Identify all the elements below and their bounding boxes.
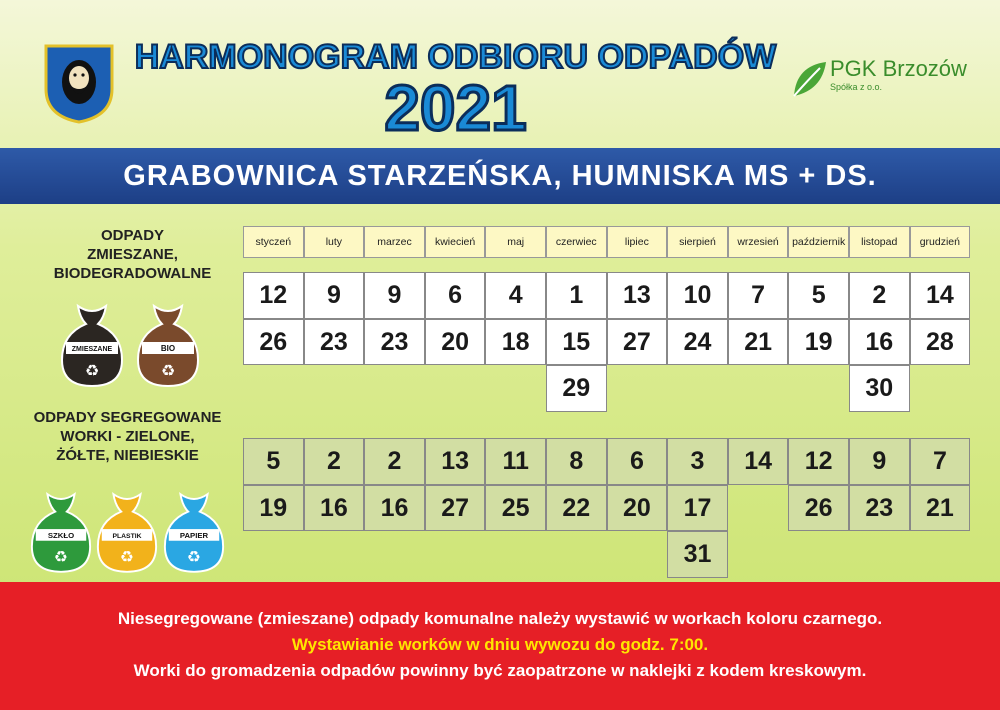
svg-text:PAPIER: PAPIER [179, 530, 209, 540]
mixed-label-line: ZMIESZANE, [87, 246, 178, 263]
month-label: kwiecień [425, 226, 486, 258]
mixed-date-cell: 21 [728, 319, 789, 366]
waste-bag-icon [28, 486, 94, 578]
segregated-date-cell: 19 [243, 485, 304, 532]
svg-text:SZKŁO: SZKŁO [47, 530, 75, 540]
mixed-date-cell: 15 [546, 319, 607, 366]
waste-bag-icon [94, 486, 160, 578]
segregated-date-cell: 23 [849, 485, 910, 532]
month-label: wrzesień [728, 226, 789, 258]
mixed-date-cell: 26 [243, 319, 304, 366]
footer-notice [0, 582, 1000, 710]
mixed-date-cell: 5 [788, 272, 849, 319]
segregated-date-cell: 7 [910, 438, 971, 485]
segregated-date-cell: 21 [910, 485, 971, 532]
mixed-label-line: BIODEGRADOWALNE [53, 265, 212, 282]
month-label: marzec [364, 226, 425, 258]
month-label: sierpień [667, 226, 728, 258]
segregated-date-cell: 2 [304, 438, 365, 485]
svg-text:♻: ♻ [84, 361, 100, 380]
segregated-date-cell: 22 [546, 485, 607, 532]
month-label: lipiec [607, 226, 668, 258]
mixed-date-cell: 23 [364, 319, 425, 366]
segregated-date-cell: 2 [364, 438, 425, 485]
segregated-label-line: WORKI - ZIELONE, [60, 428, 195, 445]
mixed-date-cell: 12 [243, 272, 304, 319]
svg-text:PLASTIK: PLASTIK [112, 532, 142, 540]
footer-line-highlight: Wystawianie worków w dniu wywozu do godz. 7:00. [291, 635, 709, 654]
company-logo [790, 56, 980, 100]
mixed-date-cell: 9 [364, 272, 425, 319]
mixed-date-cell: 7 [728, 272, 789, 319]
mixed-date-cell: 24 [667, 319, 728, 366]
mixed-date-cell: 18 [485, 319, 546, 366]
coat-of-arms-icon [44, 44, 114, 124]
mixed-waste-label [40, 226, 225, 283]
mixed-date-cell: 4 [485, 272, 546, 319]
svg-text:BIO: BIO [160, 344, 176, 353]
month-label: listopad [849, 226, 910, 258]
waste-bag-icon [161, 486, 227, 578]
mixed-date-cell: 9 [304, 272, 365, 319]
month-label: maj [485, 226, 546, 258]
segregated-date-cell: 16 [364, 485, 425, 532]
mixed-label-line: ODPADY [100, 227, 165, 244]
segregated-date-cell: 31 [667, 531, 728, 578]
segregated-date-cell: 13 [425, 438, 486, 485]
company-name: PGK Brzozów [830, 56, 967, 81]
svg-text:♻: ♻ [160, 361, 176, 380]
segregated-date-cell: 14 [728, 438, 789, 485]
mixed-date-cell: 10 [667, 272, 728, 319]
segregated-date-cell: 8 [546, 438, 607, 485]
segregated-date-cell: 6 [607, 438, 668, 485]
month-label: grudzień [910, 226, 971, 258]
segregated-date-cell: 17 [667, 485, 728, 532]
page-title: HARMONOGRAM ODBIORU ODPADÓW [134, 38, 777, 76]
mixed-date-cell: 20 [425, 319, 486, 366]
month-header-row [243, 226, 970, 258]
mixed-date-cell: 16 [849, 319, 910, 366]
svg-text:ZMIESZANE: ZMIESZANE [71, 346, 113, 353]
mixed-date-cell: 19 [788, 319, 849, 366]
svg-text:♻: ♻ [187, 548, 201, 567]
mixed-date-cell: 1 [546, 272, 607, 319]
mixed-date-cell: 14 [910, 272, 971, 319]
segregated-date-cell: 5 [243, 438, 304, 485]
mixed-date-cell: 13 [607, 272, 668, 319]
svg-text:♻: ♻ [120, 548, 134, 567]
waste-bag-icon [58, 302, 126, 388]
segregated-label-line: ŻÓŁTE, NIEBIESKIE [56, 447, 199, 464]
mixed-date-cell: 30 [849, 365, 910, 412]
mixed-date-cell: 28 [910, 319, 971, 366]
segregated-date-cell: 11 [485, 438, 546, 485]
month-label: styczeń [243, 226, 304, 258]
segregated-date-cell: 27 [425, 485, 486, 532]
mixed-date-cell: 6 [425, 272, 486, 319]
mixed-date-cell: 2 [849, 272, 910, 319]
segregated-waste-label [25, 408, 230, 465]
segregated-date-cell: 20 [607, 485, 668, 532]
month-label: luty [304, 226, 365, 258]
segregated-date-cell: 26 [788, 485, 849, 532]
location-banner: GRABOWNICA STARZEŃSKA, HUMNISKA MS + DS. [0, 148, 1000, 204]
month-label: październik [788, 226, 849, 258]
segregated-date-cell: 12 [788, 438, 849, 485]
segregated-date-cell: 16 [304, 485, 365, 532]
segregated-date-cell: 3 [667, 438, 728, 485]
month-label: czerwiec [546, 226, 607, 258]
mixed-date-cell: 27 [607, 319, 668, 366]
waste-bag-icon [134, 302, 202, 388]
mixed-date-cell: 29 [546, 365, 607, 412]
svg-text:♻: ♻ [54, 548, 68, 567]
mixed-date-cell: 23 [304, 319, 365, 366]
segregated-date-cell: 25 [485, 485, 546, 532]
footer-line: Worki do gromadzenia odpadów powinny być zaopatrzone w naklejki z kodem kreskowym. [133, 661, 867, 680]
footer-line: Niesegregowane (zmieszane) odpady komunalne należy wystawić w workach koloru czarnego. [117, 609, 883, 628]
segregated-label-line: ODPADY SEGREGOWANE [33, 409, 222, 426]
year-title: 2021 [384, 72, 527, 144]
company-subtitle: Spółka z o.o. [830, 82, 883, 92]
segregated-date-cell: 9 [849, 438, 910, 485]
leaf-icon [790, 58, 830, 102]
